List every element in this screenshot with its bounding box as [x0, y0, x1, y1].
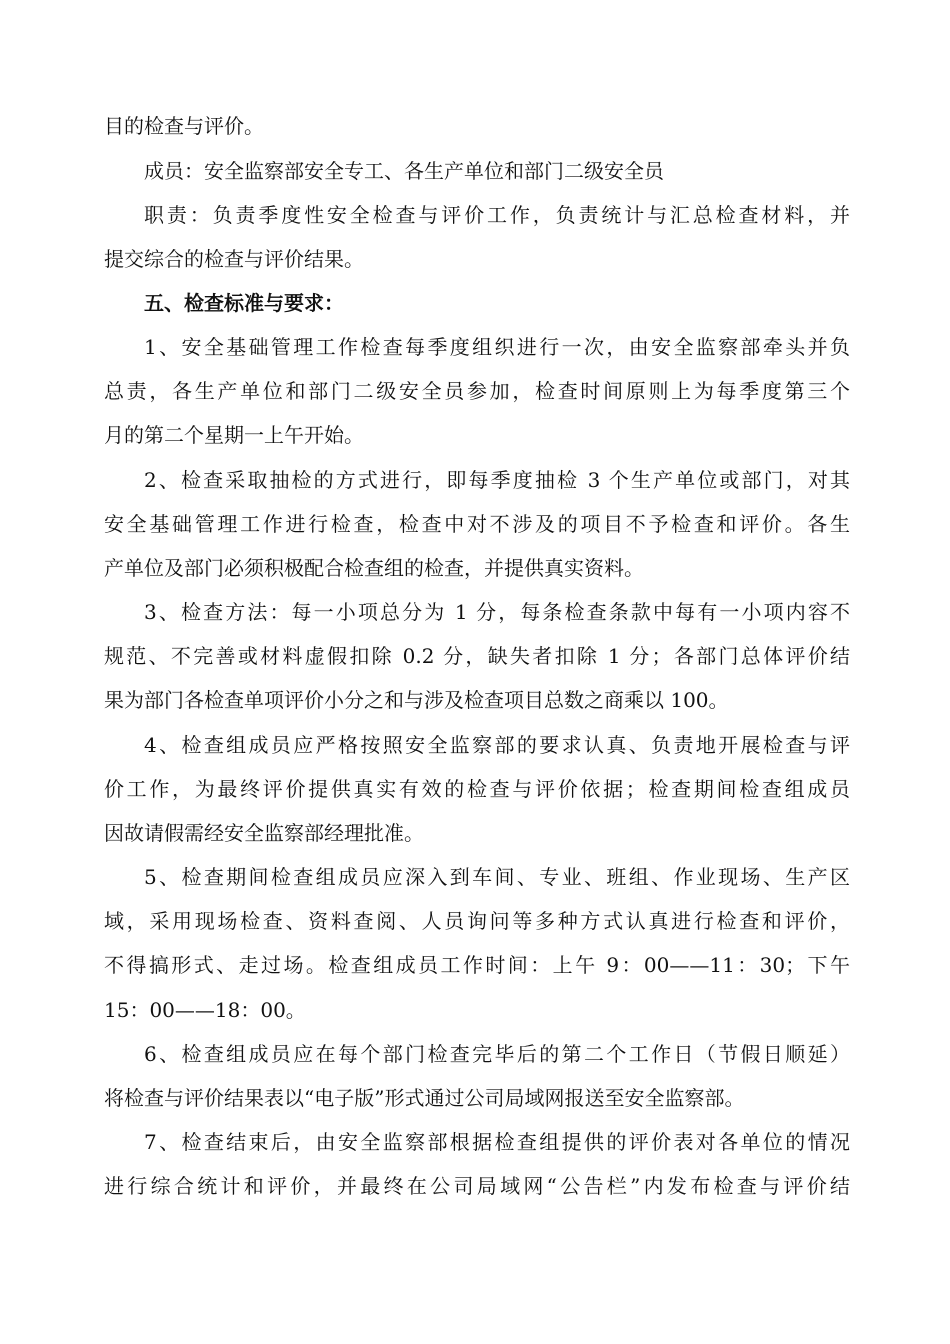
item-1-line-1: 1、安全基础管理工作检查每季度组织进行一次，由安全监察部牵头并负 — [144, 335, 850, 359]
text-line-1: 目的检查与评价。 — [104, 114, 264, 138]
duties-line: 职责：负责季度性安全检查与评价工作，负责统计与汇总检查材料，并 — [144, 203, 850, 227]
item-1-line-2: 总责，各生产单位和部门二级安全员参加，检查时间原则上为每季度第三个 — [104, 379, 850, 403]
section-heading: 五、检查标准与要求： — [144, 291, 344, 315]
item-7-line-2: 进行综合统计和评价，并最终在公司局域网“公告栏”内发布检查与评价结 — [104, 1174, 850, 1198]
item-3-line-2: 规范、不完善或材料虚假扣除 0.2 分，缺失者扣除 1 分；各部门总体评价结 — [104, 644, 850, 668]
item-2-line-2: 安全基础管理工作进行检查，检查中对不涉及的项目不予检查和评价。各生 — [104, 512, 850, 536]
text-line-4: 提交综合的检查与评价结果。 — [104, 247, 364, 271]
item-4-line-1: 4、检查组成员应严格按照安全监察部的要求认真、负责地开展检查与评 — [144, 733, 850, 757]
item-6-line-1: 6、检查组成员应在每个部门检查完毕后的第二个工作日（节假日顺延） — [144, 1042, 850, 1066]
item-7-line-1: 7、检查结束后，由安全监察部根据检查组提供的评价表对各单位的情况 — [144, 1130, 850, 1154]
item-4-line-3: 因故请假需经安全监察部经理批准。 — [104, 821, 424, 845]
item-2-line-3: 产单位及部门必须积极配合检查组的检查，并提供真实资料。 — [104, 556, 644, 580]
item-3-line-1: 3、检查方法：每一小项总分为 1 分，每条检查条款中每有一小项内容不 — [144, 600, 850, 624]
item-5-line-2: 域，采用现场检查、资料查阅、人员询问等多种方式认真进行检查和评价， — [104, 909, 850, 933]
item-3-line-3: 果为部门各检查单项评价小分之和与涉及检查项目总数之商乘以 100。 — [104, 688, 729, 712]
item-2-line-1: 2、检查采取抽检的方式进行，即每季度抽检 3 个生产单位或部门，对其 — [144, 468, 850, 492]
item-6-line-2: 将检查与评价结果表以“电子版”形式通过公司局域网报送至安全监察部。 — [104, 1086, 745, 1110]
item-5-line-1: 5、检查期间检查组成员应深入到车间、专业、班组、作业现场、生产区 — [144, 865, 850, 889]
item-5-line-3: 不得搞形式、走过场。检查组成员工作时间：上午 9：00——11：30；下午 — [104, 953, 850, 977]
members-line: 成员：安全监察部安全专工、各生产单位和部门二级安全员 — [144, 159, 664, 183]
item-1-line-3: 月的第二个星期一上午开始。 — [104, 423, 364, 447]
item-5-line-4: 15：00——18：00。 — [104, 998, 306, 1022]
item-4-line-2: 价工作，为最终评价提供真实有效的检查与评价依据；检查期间检查组成员 — [104, 777, 850, 801]
